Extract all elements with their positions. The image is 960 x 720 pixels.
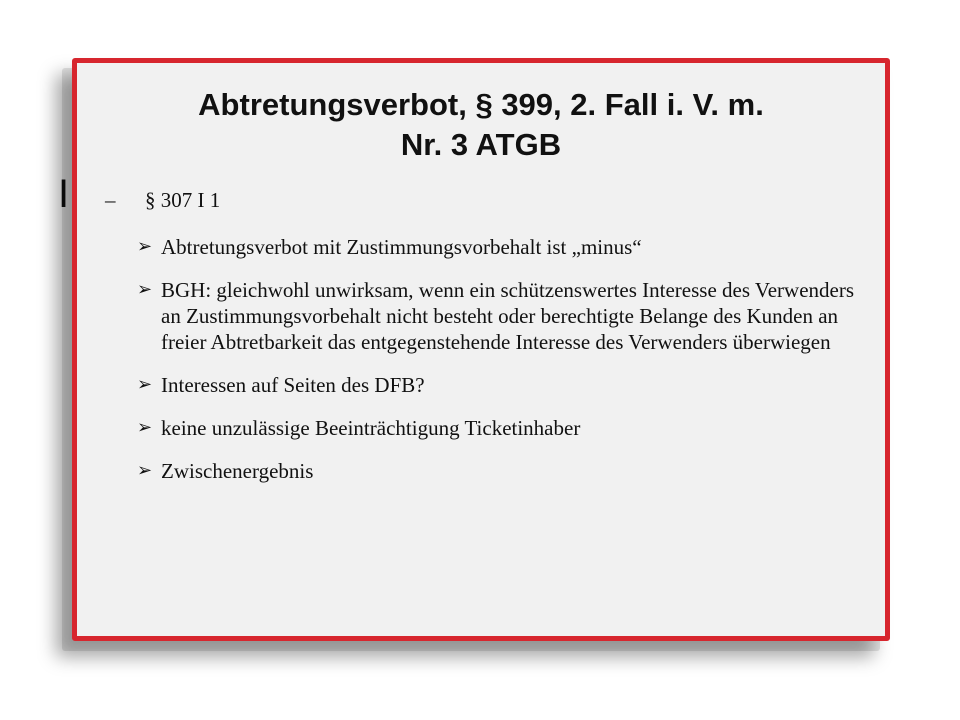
arrow-bullet-icon: ➢ <box>137 236 153 257</box>
sub-heading <box>105 188 220 213</box>
bullet-item <box>137 234 857 260</box>
bullet-text: Zwischenergebnis <box>161 459 314 483</box>
slide-title <box>77 85 885 165</box>
slide-card <box>72 58 890 641</box>
dash-bullet: – <box>105 188 116 212</box>
arrow-bullet-icon: ➢ <box>137 460 153 481</box>
slide-title-line-2: Nr. 3 ATGB <box>400 127 562 162</box>
bullet-item <box>137 458 857 484</box>
bullet-text: keine unzulässige Beeinträchtigung Ticketinhaber <box>161 416 581 440</box>
arrow-bullet-icon: ➢ <box>137 279 153 300</box>
bullet-text: Abtretungsverbot mit Zustimmungsvorbehalt ist „minus“ <box>161 235 642 259</box>
bullet-text: BGH: gleichwohl unwirksam, wenn ein schützenswertes Interesse des Verwenders an Zustimmungsvorbehalt nicht besteht oder berechtigte Belange des Kunden an freier Abtretbarkeit das entgegenstehende Interesse des Verwenders überwiegen <box>161 278 855 354</box>
bullet-list <box>137 234 857 501</box>
arrow-bullet-icon: ➢ <box>137 417 153 438</box>
bullet-text: Interessen auf Seiten des DFB? <box>161 373 425 397</box>
background-slide-letter: I <box>58 172 70 216</box>
arrow-bullet-icon: ➢ <box>137 374 153 395</box>
sub-heading-text: § 307 I 1 <box>145 188 221 212</box>
bullet-item <box>137 277 857 355</box>
bullet-item <box>137 372 857 398</box>
bullet-item <box>137 415 857 441</box>
slide-title-line-1: Abtretungsverbot, § 399, 2. Fall i. V. m. <box>198 87 764 122</box>
